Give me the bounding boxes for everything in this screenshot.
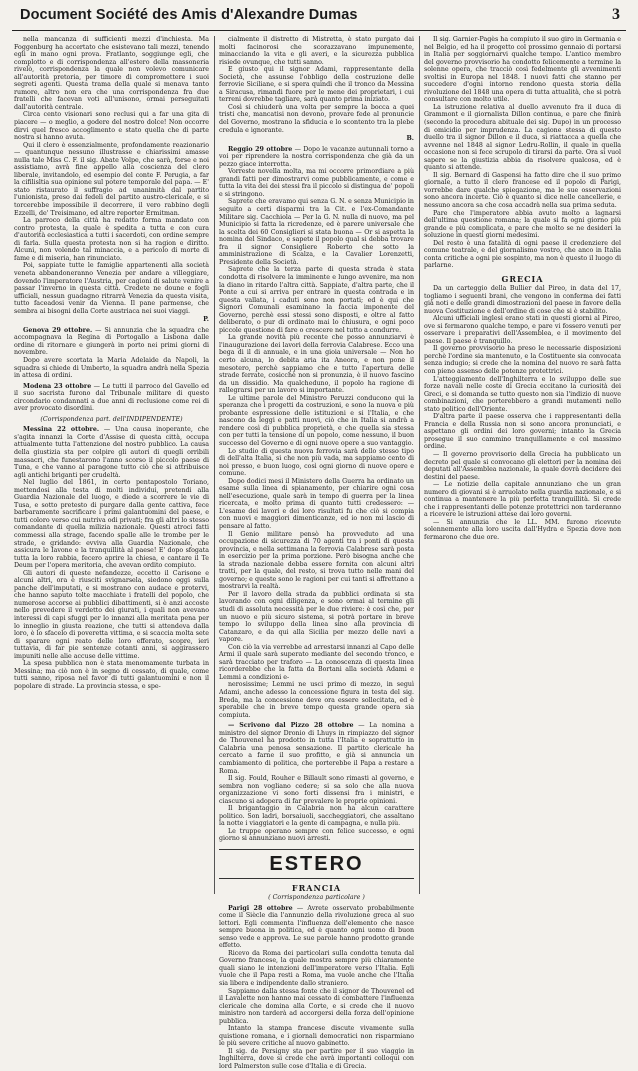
article-paragraph: La parroco della città ha redatto forma mandato con contro protesta, la quale è spedita a tutta e con cura d'autorità ecclesiastica a tutti i sacerdoti, con ordine sempre di farla. Sulla questa protesta non si ha ragion e diritto. Alcuni, non volendo tal minaccia, e a pericolo di morte di fame e di miseria, han rinunciato. (14, 217, 209, 262)
article-paragraph: Saprete che la terza parte di questa strada è stata condotta di risolvere la imminente e lungo avvenire, ma non la diano in ritardo l'altra città. Sappiate, d'altra parte, che il Ponte a cui si arriva per entrare in questa contrada e in questa vallata, i caduti sono non portati; ed è qui che Signori Comunali esaminano la faccia imponente del Governo, perchè essi stessi sono disposti, e oltre al fatto deliberato, o pur di ordinato mai lo chiusura, e ogni poco piccole questione di fare o crescere nel tutto a condurre. (219, 266, 414, 334)
article-paragraph: Da un carteggio della Bullier dal Pireo, in data del 17, togliamo i seguenti brani, che vengono in conferma dei fatti già noti e delle grandi dimostrazioni del paese in favore della nuova Costituzione e dell'ordine di cose che si è stabilito. (424, 284, 621, 315)
article-paragraph: Poi, sappiate tutte le famiglie appartenenti alla società veneta abbandoneranno Venezia per andare a villeggiare, dovendo l'imperatore l'Austria, per cagioni di salute venire a passar l'inverno in questa città. Credete ne doune e fogli ufficiali, nessun guadagno ritrarrà Venezia da questa visita, tutto faceadosi venir da Vienna. Il pane parmense, che sembra ai bisogni della Corte austriaca nei suoi viaggi. (14, 262, 209, 315)
dateline-head: Genova 29 ottobre. (23, 326, 93, 334)
dateline-paragraph: Modena 23 ottobre — Le tutti il parroco del Gavello ed il suo sacrista furono dal Tribunale militare di questo circondario condannati a due anni di reclusione come rei di aver provocato disordini. (14, 382, 209, 413)
article-paragraph: E giusto qui il signor Adami, rappresentante della Società, che assunse l'obbligo della costruzione delle ferrovie Siciliane, e si spera quindi che il tronco da Messina a Siracusa, rimandi fuore per le mene dei proprietari, i cui terreni dovrebbe tagliare, sarà quanto prima iniziato. (219, 66, 414, 104)
article-paragraph: Il Genio militare pensò ha provveduto ad una occupazione di sicurezza di 70 agenti tra i ponti di questa provincia, e nella settimana la ferrovia Calabrese sarà posta in esercizio per la prima porzione. Però bisogna anche che la strada nazionale debba essere fornita con alcuni altri tratti, per la quale, del resto, si trova tutto nelle mani del governo; e queste sono le ragioni per cui tanti si affrettano a mostrarvi la realtà. (219, 530, 414, 591)
country-heading: FRANCIA (291, 882, 342, 893)
dateline-head: Modena 23 ottobre (23, 382, 92, 390)
dateline-paragraph: Parigi 28 ottobre — Avrete osservato probabilmente come il Siècle dia l'annunzio della rivoluzione greca al suo lettori. Egli commenta l'influenza dell'elemento che nasce sempre buona in politica, ed è quanto ogni uomo di buon senso vede e approva. Le sue parole hanno prodotto grande effetto. (219, 904, 414, 950)
article-paragraph: Qui il clero è essenzialmente, profondamente reazionario — quantunque nessuno illustrasse e chiarissimi amasse nulla tale Miss C. F. il sig. Abate Volpe, che sarà, forse e noi assistiamo, avrà fine appello alla coscienza del clero liberale, invitandolo, ed esempio del conte F. Perugia, a far la cifilisltia sua opinione sul potere temporale del papa. — E' stato ristaurato il suffragio ad unanimità dal partito l'unionista, preso dai fedeli del partito austro-clericale, e si torcerebbe impossibile il decorrere, il vero rabbino degli Ezzelli, de' Treisimano, ed altre reporter Ermitman. (14, 141, 209, 217)
article-paragraph: Dopo dodici mesi il Ministero della Guerra ha ordinato un esame sulla linea di spianamento, per chiarire ogni cosa nell'esecuzione, quale sarà in tempo di guerra per la linea ricercata, e molto prima di quanto tutti credessero: — L'esame dei lavori e dei loro risultati fu che ciò si compia con nuovi e maggiori dimenticanze, ed io non mi lascio di pensare al fatto. (219, 477, 414, 530)
article-paragraph: Il sig. Garnier-Pagès ha compiuto il suo giro in Germania e nel Belgio, ed ha il progetto col prossimo gennaio di portarsi in Italia per soggiornarvi qualche tempo. L'antico membro del governo provvisorio ha condotto felicemente a termine la solenne opera, che tracciò così fedelmente gli avvenimenti svoltisi in Europa nel 1848. I nuovi fatti che stanno per succedere d'ogni intorno rendono questa storia della rivoluzione del 1848 una opera di tutta attualità, che si potrà consultare con molto utile. (424, 36, 621, 104)
country-heading: GRECIA (501, 273, 544, 284)
column-middle (219, 36, 414, 1070)
article-paragraph: Lo studio di questa nuova ferrovia sarà dello stesso tipo di dell'alta Italia, si che non più vada, ma sappiamo cento di noi presso, e buon luogo, così ogni giorno di nuove opere e comune. (219, 447, 414, 478)
article-paragraph: — Le notizie della capitale annunziano che un gran numero di giovani si è arruolato nella guardia nazionale, e si continua a mantenere la più perfetta tranquillità. Si crede che i rappresentanti delle potenze protettrici non tarderanno a ricevere le istruzioni attese dai loro governi. (424, 481, 621, 519)
article-paragraph: cialmente il distretto di Mistretta, è stato purgato dai molti facinorosi che scorazzavano impunemente, minacciando la vita e gli averi, e la sicurezza pubblica risiede ovunque, che tutti sanno. (219, 36, 414, 66)
article-paragraph: — Si annunzia che le LL. MM. furono ricevute solennemente alla loro uscita dall'Hydra e Spezia dove non fermarono che due ore. (424, 518, 621, 541)
article-paragraph: Gli autori di queste nefandezze, eccetto il Carisone e alcuni altri, ora è riusciti svignarsela, siedono oggi sulla panche dell'imputati, e si mostrano con audace e protervi, che hanno saputo tolte macchiate i fratelli del popolo, che numerose accorse ai pubblici dibattimenti, si è anzi accoste nello prevedere il verdetto dei giurati, i quali non avevano interessi di capi sfuggi per lo innanzi alla meritata pena per lo inneglio in giusta reazione, che tutti si attendeva dalla loro, è lo sfacelo di poveretta vittima, e si scaccia molta sete di sparare ogni reato delle loro efferato, scopre, ieri tuttavia, di far pie sentenze cotanti anni, si aggirassero impuniti nelle alie accuse delle vittime. (14, 569, 209, 660)
section-title-estero: ESTERO (219, 849, 414, 879)
article-paragraph: nerosissime; Lemmi ne usci primo di mezzo, in seguì Adami, anche adesso la concessione figura in testa del sig. Breda, ma la concessione deve ora essere sollecitata, ed è sperabile che in breve tempo questa grande opera sia compiuta. (219, 681, 414, 719)
article-paragraph: La grande novità più recente che posso annunziarvi è l'inaugurazione dei lavori della ferrovia Calabrese. Ecco una bega di il di annuale, e in una gioia universale — Non ho certo alcuna, lo debita aria ita Aneora, e non pone il mesotero, perchè sappiamo che e tutto l'apertura delle strade ferrate, cosicchè non si pronunzia, è il nuovo fascino da un dissidio. Ma qualcheduno, il popolo ha ragione di rallegrarsi per un lavoro si importante. (219, 334, 414, 395)
dateline-head: Parigi 28 ottobre (228, 904, 293, 912)
article-paragraph: Circa cento visionari sono reclusi qui a far una gita di piacere — o meglio, a godere del nostro dolce! Non occorre dirvi quel fresco accoglimento e stato quella che di parte nostra si hanno avuta. (14, 111, 209, 142)
author-initial: B. (406, 135, 414, 143)
article-paragraph: D'altra parte il paese osserva che i rappresentanti della Francia e della Russia non si sono ancora pronunciati, e aspettano gli ordini dei loro governi; intanto la Grecia prosegue il suo cammino tranquillamente e col massimo ordine. (424, 413, 621, 451)
document-title: Document Société des Amis d'Alexandre Dumas (20, 7, 358, 23)
dateline-text: Si annunzia che la squadra che accompagnava la Regina di Portogallo a Lisbona dalle ordine di ritornare e giungerà in porto nei primi giorni di novembre. (14, 326, 209, 357)
article-paragraph: Intanto la stampa francese discute vivamente sulla quistione romana, e i giornali democratici non risparmiano le più severe critiche al nuovo gabinetto. (219, 1025, 414, 1048)
article-paragraph: Ricevo da Roma dei particolari sulla condotta tenuta dal Governo francese, la quale mostra sempre più chiaramente quali siano le intenzioni dell'imperatore verso l'Italia. Egli vuole che il Papa resti a Roma, ma vuole anche che l'Italia sia libera e indipendente dallo straniero. (219, 949, 414, 987)
article-paragraph: Così si chiuderà una volta per sempre la bocca a quei tristi che, mancatisi non devono, provare fede al pronuncie del Governo, mostrano la sfiducia e lo scontento tra la plebe credula e ignorante. (219, 103, 414, 134)
article-paragraph: Le ultime parole del Ministro Peruzzi conducono qui la speranza che i progetti da costruzioni, e sono la nuova e più probante espressione delle istituzioni e si l'Italia, e che nascono da leggi e patti nuovi, ciò che in Italia si andrà a rendere così di pubblica proprietà, e che quella sia stessa con per tutti la tensione di un popolo, come nessuno, il buon successo del Governo e di ogni nuove opere a suo vantaggio. (219, 394, 414, 447)
article-paragraph: Il governo provvisorio ha preso le necessarie disposizioni perchè l'ordine sia mantenuto, e la Costituente sia convocata senza indugio; si crede che la nomina del nuovo re sarà fatta con pieno assenso delle potenze protettrici. (424, 345, 621, 375)
article-paragraph: Vorreste novella molta, ma mi occorre primordiare a più grandi fatti per dimostrarvi come pubblicamente, e come e tutta la vita dei dei stessi fra il piccolo si distingua de' popoli e si stringono. (219, 168, 414, 198)
article-paragraph: Con ciò la via verrebbe ad arrestarsi innanzi al Capo delle Armi il quale sarà superato mediante del secondo tronco, e sarà tracciato per traforo — La conoscenza di questa linea ricorderebbe che la fatta da Bortani alla società Adami e Lemmi a condizioni e- (219, 643, 414, 681)
column-right (424, 36, 621, 894)
article-paragraph: Il brigantaggio in Calabria non ha alcun carattere politico. Son ladri, borsaiuoli, saccheggiatori, che assaltano la notte i viaggiatori e la gente di campagna, e nulla più. (219, 805, 414, 828)
article-paragraph: Dopo avere scortata la Maria Adelaide da Napoli, la squadra si chiede di Umberto, la squadra andrà nella Spezia in attesa di ordini. (14, 356, 209, 380)
column-divider (419, 36, 420, 894)
article-paragraph: Il sig. de Persigny sta per partire per il suo viaggio in Inghilterra, dove si crede che avrà importanti colloqui con lord Palmerston sulle cose d'Italia e di Grecia. (219, 1047, 414, 1070)
dateline-text: Avrete osservato probabilmente come il Siècle dia l'annunzio della rivoluzione greca al suo lettori. Egli commenta l'influenza dell'elemento che nasce sempre buona in politica, ed è quanto ogni uomo di buon senso vede e approva. Le sue parole hanno prodotto grande effetto. (219, 904, 414, 950)
article-paragraph: Sappiamo dalla stessa fonte che il signor de Thouvenel ed il Lavalette non hanno mai cessato di combattere l'influenza clericale che domina alla Corte, e si crede che il nuovo ministro non tarderà ad accorgersi della forza dell'opinione pubblica. (219, 987, 414, 1025)
page-number: 3 (612, 6, 620, 23)
column-left (14, 36, 209, 894)
correspondence-label: ( Corrispondenza particolare ) (268, 893, 365, 901)
page-header (12, 4, 626, 30)
dateline-paragraph: — Scrivono dal Pizzo 28 ottobre — La nomina a ministro del signor Dronio di Lhuys in rimpiazzo del signor de Thouvenel ha prodotto in tutta l'Italia e soprattutto in Calabria una penosa sensazione. Il partito clericale ha cercato a farne il suo profitto, e già si annuncia un cambiamento di politica, che porterebbe il Papa a restare a Roma. (219, 722, 414, 775)
article-paragraph: Saprete che eravamo qui senza G. N. e senza Municipio in seguito a certi disparmi tra la Cit. e l'ex-Comandante Militare sig. Cacchiola — Per la G. N. nulla di nuovo, ma pel Municipio si fatta la ricredenze, ed è parere universale che la scelta dei 60 Consiglieri si stata buona — Or si aspetta la nomina del Sindaco, e sapete il popolo qual si debba trovare fra il signor Consigliere Roberto che sotto la amministrazione di Scalza, e la Cavalier Lorenzetti, Presidente della Società. (219, 198, 414, 266)
article-paragraph: Il sig. Bernard di Gaspensi ha fatto dire che il suo primo giornale, a tutto il clero francese ed il popolo di Parigi, vorrebbe dare qualche spiegazione, ma le sue osservazioni sono ancora incerte. Ciò è quanto si dice nelle cancellerie, e nessuno ancora sa che cosa accadrà nella sua prima seduta. (424, 171, 621, 210)
article-paragraph: — Il governo provvisorio della Grecia ha pubblicato un decreto pel quale si convocano gli elettori per la nomina dei deputati all'Assemblea nazionale, la quale dovrà decidere dei destini del paese. (424, 450, 621, 481)
article-paragraph: Del resto è una fatalità di ogni paese il credenziere del comune teatrale, e del giornalismo vostro, che anco in Italia conta critiche a ogni pie sospinto, ma non è questo il luogo di parlarne. (424, 239, 621, 270)
dateline-text: La nomina a ministro del signor Dronio di Lhuys in rimpiazzo del signor de Thouvenel ha prodotto in tutta l'Italia e soprattutto in Calabria una penosa sensazione. Il partito clericale ha cercato a farne il suo profitto, e già si annuncia un cambiamento di politica, che porterebbe il Papa a restare a Roma. (219, 722, 414, 775)
dateline-paragraph: Messina 22 ottobre. — Una causa inoperante, che s'agita innanzi la Corte d'Assise di questa città, occupa attualmente tutta l'attenzione del nostro pubblico. La causa della giustizia sta per colpire gli autori di quegli orribili massacri, che funestarono l'anno scorso il piccolo paese di Tuna, e che vanno al paragone tutto ciò che si attribuisce agli antichi briganti per crudeltà. (14, 426, 209, 479)
header-rule (12, 30, 626, 31)
article-paragraph: Per il lavoro della strada da pubblici ordinata si sta lavorando con ogni diligenza, e sono ormai al termine gli studi di assoluta necessità per le due riviere: è così che, per un nuovo e più sicuro sistema, si potrà portare in breve tempo lo sviluppo della linea sino alla provincia di Catanzaro, e da qui alla Sicilia per mezzo delle navi a vapore. (219, 590, 414, 644)
dateline-head: Messina 22 ottobre. (23, 426, 100, 434)
article-paragraph: L'atteggiamento dell'Inghilterra e lo sviluppo delle sue forze navali nelle coste di Grecia eccitano la curiosità dei Greci, e si domanda se tutto questo non sia l'indizio di nuove combinazioni, che porterebbero a grandi mutamenti nello stato politico dell'Oriente. (424, 375, 621, 413)
article-paragraph: La spesa pubblica non è stata menomamente turbata in Messina; ma ciò non è in segno di cessato, di quale, come tutti sanno, riposa nel favor di tutti galantuomini e non il popolare di strade. La provincia stessa, e spe- (14, 660, 209, 690)
article-paragraph: nella mancanza di sufficienti mezzi d'inchiesta. Ma Foggenburg ha accertato che esistevano tali mezzi, tenendo egli in mano ogni prova. Fratlanto, soggiunge egli, che complotto e di corrispondenza all'estero della massoneria rivelò, corrispondenza la quale non volevo comunicare all'autorità pretoria, per timore di compromettere i suoi segreti agenti. Questa trama della quale si menava tanto rumore, altro non era che una corrispondenza fra due fratelli che facevan voti all'unisono, ormai perseguitati dall'autorità centrale. (14, 36, 209, 111)
dateline-text: Dopo le vacanze autunnali torno a voi per riprendere la nostra corrispondenza che già da un pezzo giace interrotta. (219, 145, 414, 168)
article-paragraph: Il sig. Fould, Rouher e Billault sono rimasti al governo, e sembra non vogliano cedere; si sa solo che alla nuova organizzazione vi sono forti dissensi fra i ministri, e ciascuno si adopera di far prevalere le proprie opinioni. (219, 775, 414, 805)
article-paragraph: Le truppe operano sempre con felice successo, e ogni giorno si annunziano nuovi arresti. (219, 827, 414, 843)
dateline-head: — Scrivono dal Pizzo 28 ottobre (228, 722, 354, 730)
article-paragraph: Nel luglio del 1861, in certo pentapostolo Toriano, mettendosi alla testa di molti individui, pretendi alla Guardia Nazionale del luogo, e diede a scorrere le vie di Tusa, e sotto pretesto di purgare dalla gente cattiva, fece barbaramente sacrificare i primi galantuomini del paese, e tutti coloro verso cui nutriva odi privati; fra gli altri lo stesso comandante di quella milizia nazionale. Questi atroci fatti commessi alla strage, facendo spalle alle le trombe per le strade, e gridando: evviva alla Guardia Nazionale, che assicura le Iavone e la tranquillità al paese! E' dopo sfogata tutta la loro rabbia, fecero aprire la chiesa, e cantare il Te Deum per l'opera meritoria, che avevan ordito compiuto. (14, 479, 209, 570)
section-heading: (Corrispondenza part. dell'INDIPENDENTE) (40, 415, 183, 423)
author-initial: P. (203, 316, 209, 324)
dateline-text: Una causa inoperante, che s'agita innanzi la Corte d'Assise di questa città, occupa attualmente tutta l'attenzione del nostro pubblico. La causa della giustizia sta per colpire gli autori di quegli orribili massacri, che funestarono l'anno scorso il piccolo paese di Tuna, e che vanno al paragone tutto ciò che si attribuisce agli antichi briganti per crudeltà. (14, 426, 209, 479)
dateline-paragraph: Genova 29 ottobre. — Si annunzia che la squadra che accompagnava la Regina di Portogallo a Lisbona dalle ordine di ritornare e giungerà in porto nei primi giorni di novembre. (14, 326, 209, 357)
article-paragraph: Alcuni ufficiali inglesi erano stati in questi giorni al Pireo, ove si fermarono qualche tempo, e pare vi fossero venuti per osservare i preparativi dell'Assemblea, e il movimento del paese. Il paese è tranquillo. (424, 315, 621, 345)
article-paragraph: La istruzione relativa al duello avvenuto fra il duca di Grammont e il giornalista Dillon continua, e pare che finirà (secondo la procedura abituale dei sig. Dupo) in un processo di omicidio per imprudenza. La cagione stessa di questo duello tra il signor Dillon e il duca, si riattacca a quella che avvenne nel 1848 al signor Ledru-Rollin, il quale in quella occasione non si fece scrupolo di tirarsi da parte. Ora si vuol sapere se la giustizia abbia da risolvere qualcosa, ed è quanto si attende. (424, 103, 621, 172)
dateline-text: Le tutti il parroco del Gavello ed il suo sacrista furono dal Tribunale militare di questo circondario condannati a due anni di reclusione come rei di aver provocato disordini. (14, 382, 209, 413)
dateline-head: Reggio 29 ottobre (228, 145, 293, 153)
article-paragraph: Pare che l'imperatore abbia avuto molto a lagnarsi dell'ultima questione romana; la quale si fa ogni giorno più grande e più complicata, e pare che molto se ne desideri la soluzione in questi giorni medesimi. (424, 209, 621, 240)
column-divider (214, 36, 215, 894)
dateline-paragraph: Reggio 29 ottobre — Dopo le vacanze autunnali torno a voi per riprendere la nostra corrispondenza che già da un pezzo giace interrotta. (219, 145, 414, 168)
